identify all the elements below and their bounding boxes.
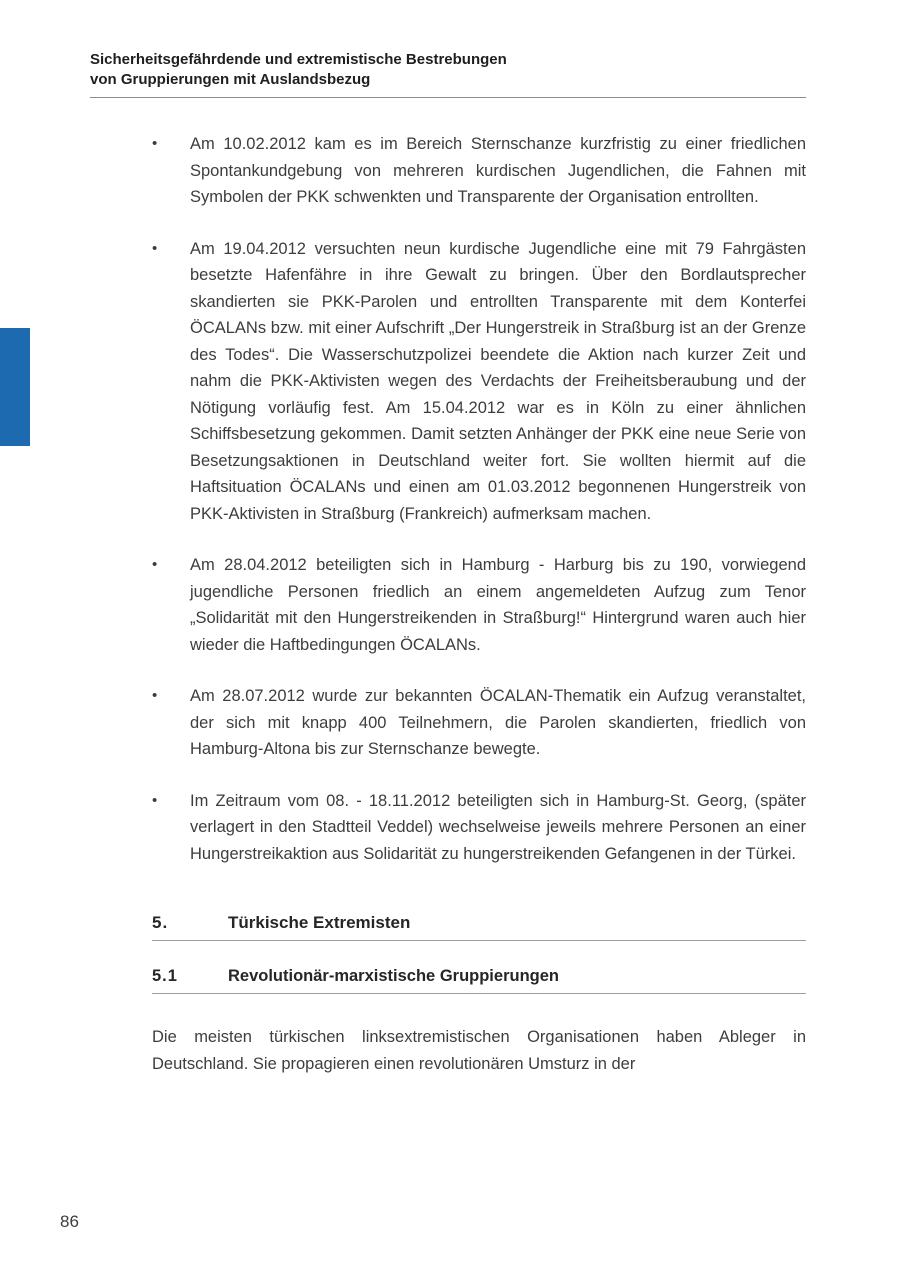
bullet-icon: • bbox=[152, 687, 158, 704]
section-title: Revolutionär-marxistische Gruppierungen bbox=[228, 967, 559, 985]
bullet-icon: • bbox=[152, 135, 158, 152]
bullet-icon: • bbox=[152, 791, 158, 809]
page-content bbox=[152, 131, 806, 1077]
section-heading-5 bbox=[152, 913, 806, 941]
margin-marker bbox=[0, 328, 30, 446]
section-title: Türkische Extremisten bbox=[228, 913, 411, 932]
bullet-text: Am 28.04.2012 beteiligten sich in Hamburg - Harburg bis zu 190, vorwiegend jugendliche Personen friedlich an einem angemeldeten Aufzug zum Tenor „Solidarität mit den Hungerstreikenden in Straßburg!“ Hintergrund waren auch hier wieder die Haftbedingungen ÖCALANs. bbox=[190, 556, 806, 654]
section-number: 5. bbox=[152, 913, 169, 932]
list-item bbox=[152, 131, 806, 211]
bullet-text: Am 28.07.2012 wurde zur bekannten ÖCALAN-Thematik ein Aufzug veranstaltet, der sich mit knapp 400 Teilnehmern, die Parolen skandierten, friedlich von Hamburg-Altona bis zur Sternschanze bewegte. bbox=[190, 687, 806, 758]
body-paragraph: Die meisten türkischen linksextremistischen Organisationen haben Ableger in Deutschland. Sie propagieren einen revolutionären Umsturz in der bbox=[152, 1028, 806, 1073]
bullet-list bbox=[152, 131, 806, 867]
list-item bbox=[152, 788, 806, 868]
bullet-text: Im Zeitraum vom 08. - 18.11.2012 beteiligten sich in Hamburg-St. Georg, (später verlagert in den Stadtteil Veddel) wechselweise jeweils mehrere Personen an einer Hungerstreikaktion aus Solidarität zu hungerstreikenden Gefangenen in der Türkei. bbox=[190, 791, 806, 863]
bullet-text: Am 19.04.2012 versuchten neun kurdische Jugendliche eine mit 79 Fahrgästen besetzte Hafenfähre in ihre Gewalt zu bringen. Über den Bordlautsprecher skandierten sie PKK-Parolen und entrollten Transparente mit dem Konterfei ÖCALANs bzw. mit einer Aufschrift „Der Hungerstreik in Straßburg ist an der Grenze des Todes“. Die Wasserschutzpolizei beendete die Aktion nach kurzer Zeit und nahm die PKK-Aktivisten wegen des Verdachts der Freiheitsberaubung und der Nötigung vorläufig fest. Am 15.04.2012 war es in Köln zu einer ähnlichen Schiffsbesetzung gekommen. Damit setzten Anhänger der PKK eine neue Serie von Besetzungsaktionen in Deutschland weiter fort. Sie wollten hiermit auf die Haftsituation ÖCALANs und einen am 01.03.2012 begonnenen Hungerstreik von PKK-Aktivisten in Straßburg (Frankreich) aufmerksam machen. bbox=[190, 239, 806, 523]
bullet-icon: • bbox=[152, 556, 158, 573]
bullet-text: Am 10.02.2012 kam es im Bereich Sternschanze kurzfristig zu einer friedlichen Spontankundgebung von mehreren kurdischen Jugendlichen, die Fahnen mit Symbolen der PKK schwenkten und Transparente der Organisation entrollten. bbox=[190, 135, 806, 206]
bullet-icon: • bbox=[152, 239, 158, 257]
header-rule bbox=[90, 97, 806, 98]
list-item bbox=[152, 683, 806, 763]
running-header bbox=[90, 50, 806, 98]
section-number: 5.1 bbox=[152, 967, 178, 985]
running-header-line1: Sicherheitsgefährdende und extremistische Bestrebungen bbox=[90, 51, 507, 68]
list-item bbox=[152, 236, 806, 528]
page-number: 86 bbox=[60, 1212, 79, 1231]
list-item bbox=[152, 552, 806, 658]
section-heading-5-1 bbox=[152, 967, 806, 994]
running-header-line2: von Gruppierungen mit Auslandsbezug bbox=[90, 71, 371, 88]
